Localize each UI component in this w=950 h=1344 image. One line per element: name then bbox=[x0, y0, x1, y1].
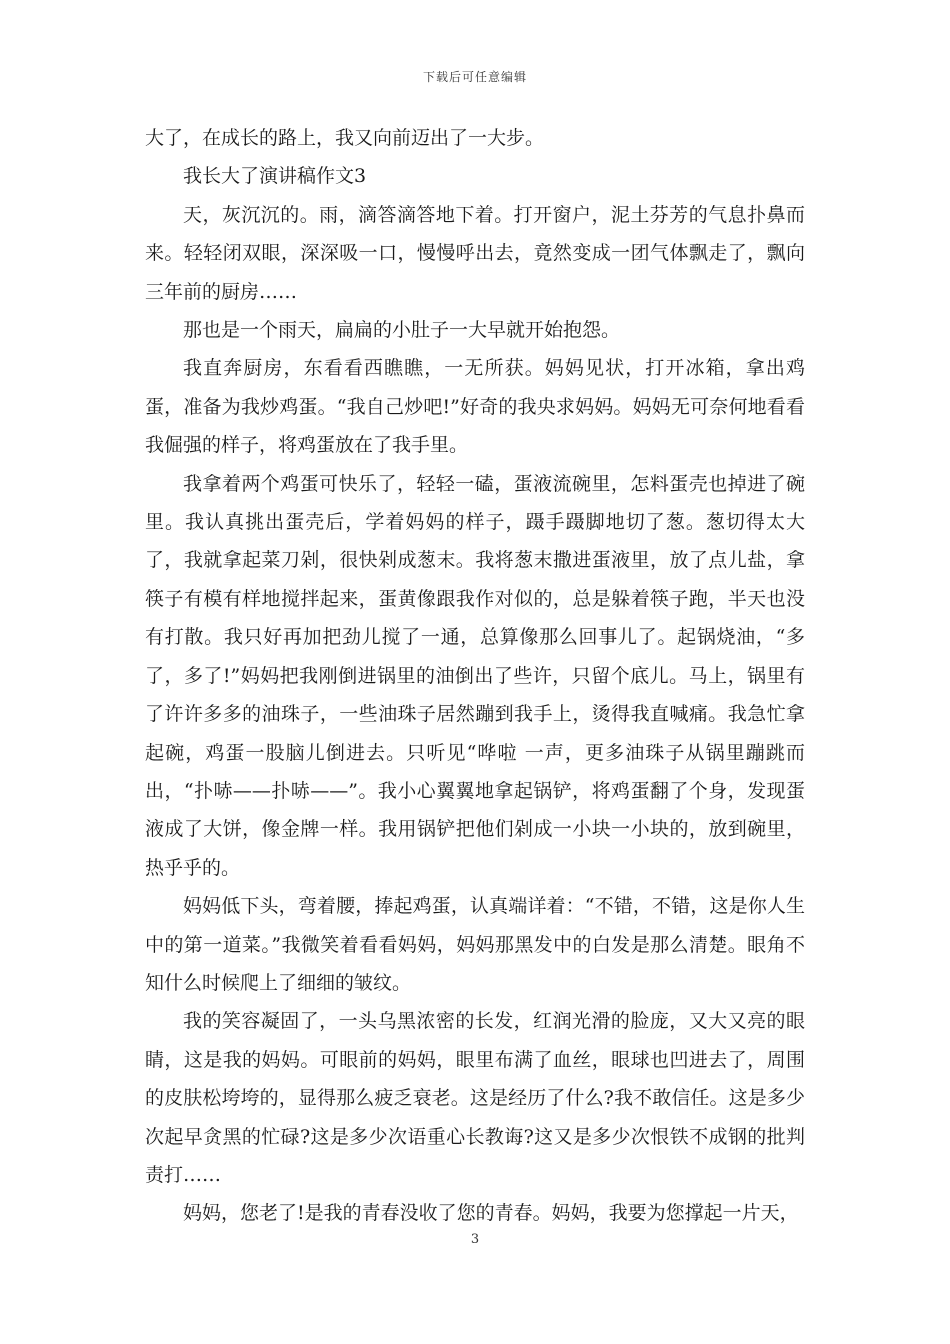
section-heading: 我长大了演讲稿作文3 bbox=[183, 165, 367, 188]
paragraph: 天，灰沉沉的。雨，滴答滴答地下着。打开窗户，泥土芬芳的气息扑鼻而来。轻轻闭双眼，深深吸一口，慢慢呼出去，竟然变成一团气体飘走了，飘向三年前的厨房…… bbox=[145, 203, 805, 303]
document-body bbox=[145, 119, 805, 1233]
paragraph: 我的笑容凝固了，一头乌黑浓密的长发，红润光滑的脸庞，又大又亮的眼睛，这是我的妈妈。可眼前的妈妈，眼里布满了血丝，眼球也凹进去了，周围的皮肤松垮垮的，显得那么疲乏衰老。这是经历了什么?我不敢信任。这是多少次起早贪黑的忙碌?这是多少次语重心长教诲?这又是多少次恨铁不成钢的批判责打…… bbox=[145, 1010, 805, 1186]
paragraph: 我直奔厨房，东看看西瞧瞧，一无所获。妈妈见状，打开冰箱，拿出鸡蛋，准备为我炒鸡蛋。“我自己炒吧!”好奇的我央求妈妈。妈妈无可奈何地看看我倔强的样子，将鸡蛋放在了我手里。 bbox=[145, 357, 805, 457]
paragraph: 那也是一个雨天，扁扁的小肚子一大早就开始抱怨。 bbox=[183, 319, 621, 342]
paragraph: 妈妈，您老了!是我的青春没收了您的青春。妈妈，我要为您撑起一片天， bbox=[183, 1202, 799, 1225]
paragraph-continuation: 大了，在成长的路上，我又向前迈出了一大步。 bbox=[145, 127, 545, 149]
paragraph: 我拿着两个鸡蛋可快乐了，轻轻一磕，蛋液流碗里，怎料蛋壳也掉进了碗里。我认真挑出蛋壳后，学着妈妈的样子，蹑手蹑脚地切了葱。葱切得太大了，我就拿起菜刀剁，很快剁成葱末。我将葱末撒进蛋液里，放了点儿盐，拿筷子有模有样地搅拌起来，蛋黄像跟我作对似的，总是躲着筷子跑，半天也没有打散。我只好再加把劲儿搅了一通，总算像那么回事儿了。起锅烧油，“多了，多了!”妈妈把我刚倒进锅里的油倒出了些许，只留个底儿。马上，锅里有了许许多多的油珠子，一些油珠子居然蹦到我手上，烫得我直喊痛。我急忙拿起碗，鸡蛋一股脑儿倒进去。只听见“哗啦 一声，更多油珠子从锅里蹦跳而出，“扑哧——扑哧——”。我小心翼翼地拿起锅铲，将鸡蛋翻了个身，发现蛋液成了大饼，像金牌一样。我用锅铲把他们剁成一小块一小块的，放到碗里，热乎乎的。 bbox=[145, 472, 805, 879]
paragraph: 妈妈低下头，弯着腰，捧起鸡蛋，认真端详着：“不错，不错，这是你人生中的第一道菜。”我微笑着看看妈妈，妈妈那黑发中的白发是那么清楚。眼角不知什么时候爬上了细细的皱纹。 bbox=[145, 895, 805, 994]
page-number: 3 bbox=[470, 1232, 480, 1247]
page-header: 下载后可任意编辑 bbox=[422, 70, 527, 84]
